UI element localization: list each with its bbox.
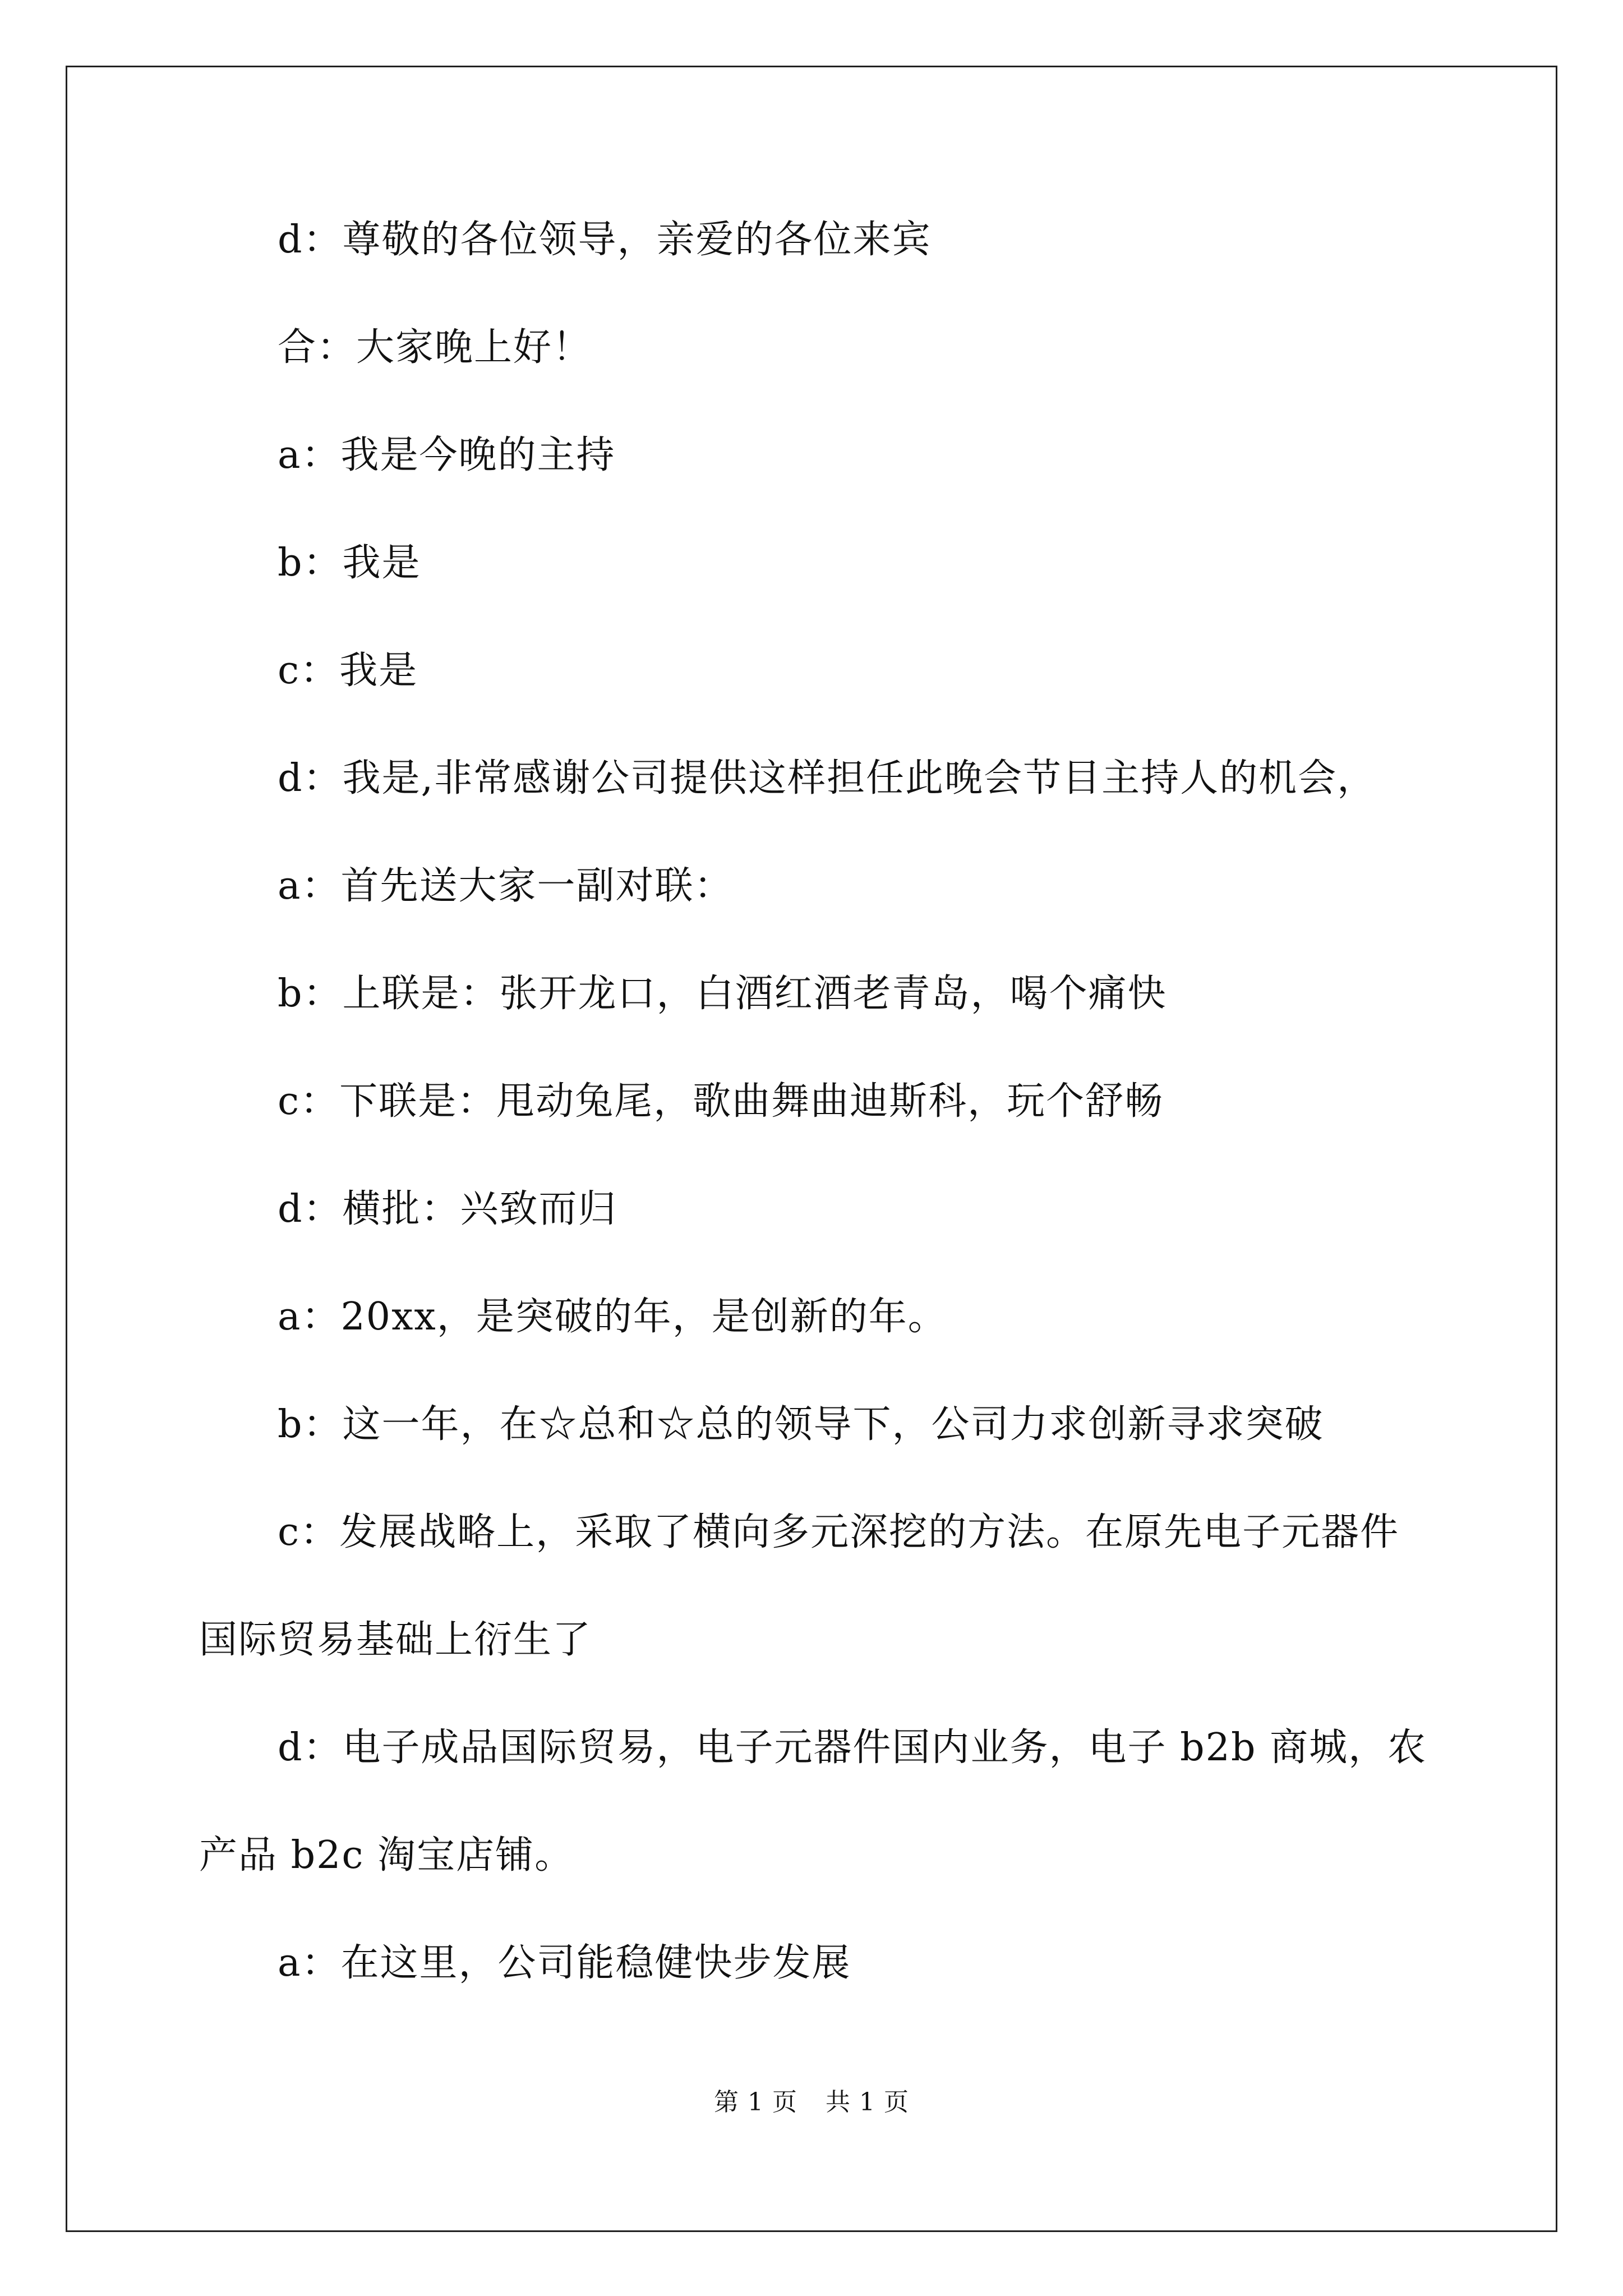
- paragraph-line: c：下联是：甩动兔尾，歌曲舞曲迪斯科，玩个舒畅: [278, 1079, 1164, 1124]
- paragraph-line: d：电子成品国际贸易，电子元器件国内业务，电子 b2b 商城，农: [278, 1726, 1427, 1770]
- paragraph-line: b：上联是：张开龙口，白酒红酒老青岛，喝个痛快: [278, 972, 1167, 1016]
- paragraph-line: a：首先送大家一副对联：: [278, 864, 734, 908]
- page-footer: [0, 2086, 1623, 2119]
- document-body: [199, 213, 1433, 2044]
- paragraph-line: c：发展战略上，采取了横向多元深挖的方法。在原先电子元器件: [278, 1510, 1400, 1554]
- paragraph-line: b：这一年，在☆总和☆总的领导下，公司力求创新寻求突破: [278, 1402, 1324, 1447]
- page-number: 第 1 页: [714, 2088, 797, 2116]
- paragraph-line: d：我是,非常感谢公司提供这样担任此晚会节目主持人的机会，: [278, 756, 1377, 800]
- paragraph-line: a：20xx，是突破的年，是创新的年。: [278, 1295, 947, 1339]
- paragraph-line-continued: 国际贸易基础上衍生了: [199, 1618, 592, 1662]
- paragraph-line: d：横批：兴致而归: [278, 1187, 617, 1231]
- paragraph-line-continued: 产品 b2c 淘宝店铺。: [199, 1833, 574, 1878]
- paragraph-line: a：我是今晚的主持: [278, 433, 616, 477]
- paragraph-line: c：我是: [278, 648, 418, 693]
- paragraph-line: 合：大家晚上好！: [278, 325, 592, 370]
- paragraph-line: d：尊敬的各位领导，亲爱的各位来宾: [278, 218, 932, 262]
- paragraph-line: a：在这里，公司能稳健快步发展: [278, 1941, 851, 1985]
- page-total: 共 1 页: [826, 2088, 909, 2116]
- paragraph-line: b：我是: [278, 541, 421, 585]
